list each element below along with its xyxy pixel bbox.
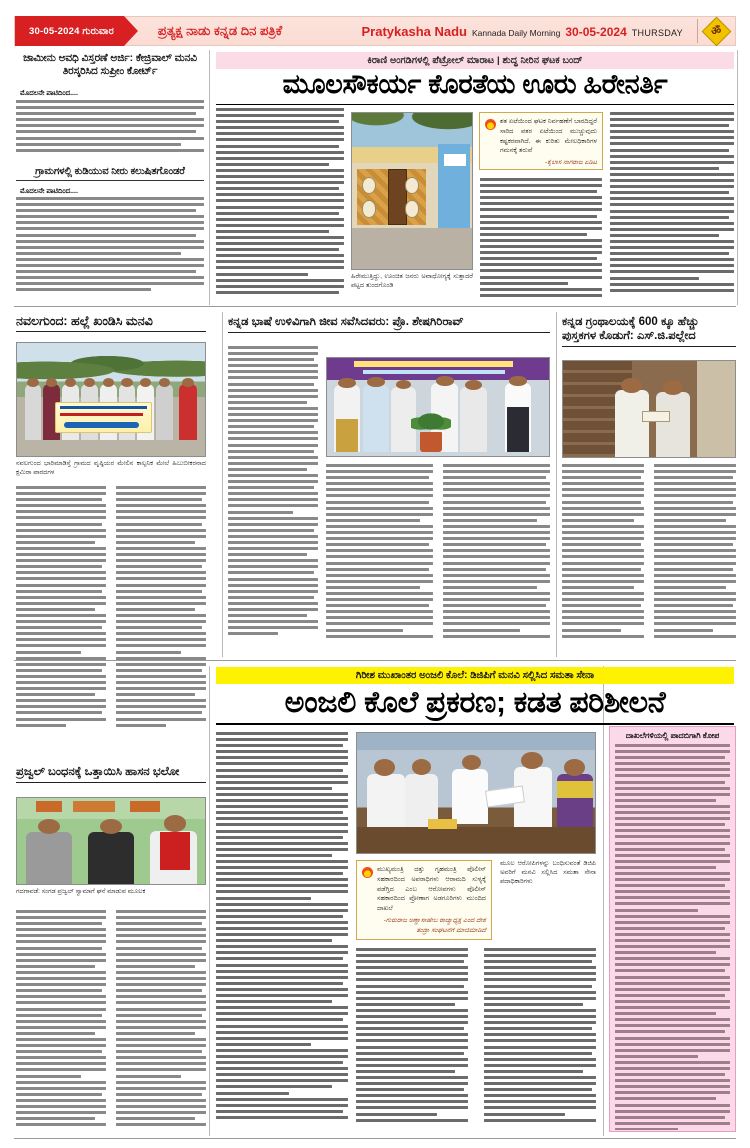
lead-body-col2: [480, 178, 602, 300]
main-photo-caption-text: ಮೂಲ ಆರೋಪಿಗಳನ್ನು ಬಂಧಿಸುವಂತೆ ಡಿಜಿಪಿ ಅವರಿಗೆ ಮನವಿ ಸಲ್ಲಿಸಿದ ಸಮತಾ ಸೇನಾ ಪದಾಧಿಕಾರಿಗಳು: [500, 860, 596, 885]
left-story2-dateline: ಮೊದಲನೇ ಪಾಟಿದಿಂದ....: [20, 188, 78, 195]
flame-icon: [485, 119, 496, 130]
lead-notebox-text: ಶತ ಏಟೆಯಿಂದ ಘಟಕ ನಿರ್ವಹಣೆಗೆ ಬಾರದಿದ್ದರೆ ಸಾರಿದ ಪತರ ಏಟೆಯಿಂದ ಮುಚ್ಚುವುದು ಕಷ್ಟಕರವಾಗಿದೆ. ಈ ಕುರಿತು ಮೇಲಧಿಕಾರಿಗಳ ಗಮನಕ್ಕೆ ತರುವೆ: [500, 118, 597, 155]
column-rule-lead-right: [737, 50, 738, 305]
pink-sidebar-title: ದಾಖಲೆಗಳಿಯಲ್ಲಿ ಪಾದಬಿಗಾಗಿ ಕೋಪ: [625, 731, 720, 740]
lead-kicker: ಕಿರಾಣಿ ಅಂಗಡಿಗಳಲ್ಲಿ ಪೆಟ್ರೋಲ್ ಮಾರಾಟ | ಶುದ್ಧ ನೀರಿನ ಘಟಕ ಬಂದ್: [216, 52, 734, 69]
main-story-kicker: ಗಿರೀಶ ಮುಖಾಂತರ ಅಂಜಲಿ ಕೊಲೆ: ಡಿಜಿಪಿಗೆ ಮನವಿ ಸಲ್ಲಿಸಿದ ಸಮತಾ ಸೇನಾ: [216, 667, 734, 684]
bottom-left-caption: ಗದಗಾವಡೆ: ಸಂಗಡ ಪ್ರಜ್ವಲ್ ಸ್ವಾಮಾಗೆ ಘನೆ ಮಾಡುವ ಮೂಲಕ: [16, 888, 146, 895]
mid-story3-caption: ನವಲಗುಂದ ಭಾರಿಮಾಡಿಸ್ತೆ ಗ್ರಾಮದ ವೃಷ್ಠಿಯರ ಮೇಲಿನ ಕಾಲ್ಪನಿಕ ಮೇಲೆ ಹಿಬುಬೀಕರನಾದ ಕ್ಷಮಿರಾ ಪಾರದಗಳ: [16, 460, 206, 476]
masthead-kannada-title: ಪ್ರತ್ಯಕ್ಷ ನಾಡು ಕನ್ನಡ ದಿನ ಪತ್ರಿಕೆ: [157, 23, 283, 38]
mid-storyA-body-under2: [443, 464, 550, 646]
mid-story3-photo: [16, 342, 206, 457]
mid-storyB-photo: [562, 360, 736, 458]
masthead-english-date: 30-05-2024: [565, 24, 627, 39]
lead-story-notebox: [479, 112, 603, 170]
mid-storyA-body-left: [228, 346, 318, 646]
lead-body-col3: [610, 112, 734, 300]
flame-icon: [362, 867, 373, 878]
mid-storyA-headline: ಕನ್ನಡ ಭಾಷೆ ಉಳಿವಿಗಾಗಿ ಜೀವ ಸವೆಸಿದವರು: ಪ್ರೊ. ಶೇಷಗಿರಿರಾವ್: [228, 316, 550, 333]
lead-headline: ಮೂಲಸೌಕರ್ಯ ಕೊರತೆಯ ಊರು ಹಿರೇನರ್ತಿ: [216, 70, 734, 105]
page-bottom-rule: [14, 1138, 736, 1139]
mid-storyA-photo: [326, 357, 550, 457]
bottom-left-body-b: [116, 910, 206, 1132]
column-rule-bottom-1: [209, 666, 210, 1136]
left-story2-body: [16, 197, 204, 300]
main-story-body-col2: [356, 948, 468, 1132]
column-rule-mid-2: [556, 312, 557, 657]
column-rule-left: [209, 50, 210, 305]
masthead-date-flag: 30-05-2024 ಗುರುವಾರ: [15, 16, 124, 46]
bottom-left-body-a: [16, 910, 106, 1132]
left-story1-body: [16, 100, 204, 158]
lead-notebox-attrib: -ಕೈಲಾಸ ನಾಗರಾಜ ಏಡಿಟ: [544, 159, 597, 166]
mid-storyA-body-under: [326, 464, 433, 646]
mid-storyB-body-b: [654, 464, 736, 646]
main-story-photo: [356, 732, 596, 854]
lead-body-col1: [216, 108, 344, 300]
section-rule-1: [14, 306, 736, 307]
mid-storyB-body-a: [562, 464, 644, 646]
mid-storyB-headline: ಕನ್ನಡ ಗ್ರಂಥಾಲಯಕ್ಕೆ 600 ಕ್ಕೂ ಹೆಚ್ಚು ಪುಸ್ತಕಗಳ ಕೊಡುಗೆ: ಎಸ್.ಜಿ.ಪಲ್ಲೇದ: [562, 316, 736, 347]
masthead-weekday: THURSDAY: [631, 27, 683, 38]
main-story-body-col1: [216, 732, 348, 1132]
mid-story3-headline: ನವಲಗುಂದ: ಹಲ್ಲೆ ಖಂಡಿಸಿ ಮನವಿ: [16, 314, 206, 332]
masthead-english-subtitle: Kannada Daily Morning: [472, 27, 561, 38]
bottom-left-photo: [16, 797, 206, 885]
masthead: [14, 16, 736, 46]
column-rule-bottom-2: [603, 666, 604, 1136]
main-story-headline: ಅಂಜಲಿ ಕೊಲೆ ಪ್ರಕರಣ; ಕಡತ ಪರಿಶೀಲನೆ: [216, 686, 734, 725]
bottom-left-headline: ಪ್ರಜ್ವಲ್ ಬಂಧನಕ್ಕೆ ಒತ್ತಾಯಿಸಿ ಹಾಸನ ಭಲೋ: [16, 766, 206, 783]
left-story1-dateline: ಮೊದಲನೇ ಪಾಟಿದಿಂದ....: [20, 90, 78, 97]
main-story-body-col3: [484, 948, 596, 1132]
lead-photo-caption: ಹಿರೇಮುತ್ತಿದ್ದು, ಊಂಚಿತ ಜನರು ಅವಾಧೋಗ್ಯಕ್ಕೆ ಸುತ್ತಾದರೆ ಪಟ್ಟದ ತುಂದಗೊಂಡಿ: [351, 273, 473, 289]
lead-story-photo: [351, 112, 473, 270]
masthead-english-block: [362, 24, 690, 39]
masthead-english-name: Pratykasha Nadu: [361, 23, 467, 39]
left-story1-headline: ಜಾಮೀನು ಅವಧಿ ವಿಸ್ತರಣೆ ಅರ್ಜಿ: ಕೇಜ್ರಿವಾಲ್ ಮನವಿ ತಿರಸ್ಕರಿಸಿದ ಸುಪ್ರೀಂ ಕೋರ್ಟ್: [23, 52, 197, 77]
main-notebox-attrib: -ಗುರುರಾಜ ಅಣ್ಣಾಸಾಹೇಬ ರಾಜ್ಯಾಧ್ಯಕ್ಷ ಎಂದ ದೇಶ ತಂಡ್ರಾ ಸಂಘಟನೆಗೆ ಮಾಜಿಮಾಡಿದೆ: [383, 916, 486, 934]
main-notebox-text: ಮುಖ್ಯಮಂತ್ರಿ ದತ್ತು ಗೃಹಮಂತ್ರಿ ಪೊಲೀಸ್ ಸಹಕಾರದಿಂದ ಅಪರಾಧಿಗಳು ಆರಾಮದಿ ಸುಳ್ಯಕ್ಕೆ ಪಡೆಗ್ತಿದ ಎಂಬ ಆರೋಪಗಳು ಪೊಲೀಸ್ ಸಹಕಾರದಿಂದ ಪ್ರೋಣಾಗ ಅಡಗೂರಿಗಳು ಮುಂದಿದ ದಾಖಲೆ: [377, 866, 486, 912]
masthead-divider: [697, 19, 698, 43]
mid-story3-body-a: [16, 486, 106, 736]
main-story-notebox: [356, 860, 492, 940]
pink-sidebar-body: [615, 744, 730, 1130]
column-rule-mid-1: [222, 312, 223, 657]
mid-story3-body-b: [116, 486, 206, 736]
pink-sidebar-box: [609, 726, 736, 1132]
om-symbol-icon: ॐ: [702, 16, 732, 46]
left-story2-headline: ಗ್ರಾಮಗಳಲ್ಲಿ ಕುಡಿಯುವ ನೀರು ಕಲುಷಿತಗೊಂಡರೆ: [16, 166, 204, 181]
